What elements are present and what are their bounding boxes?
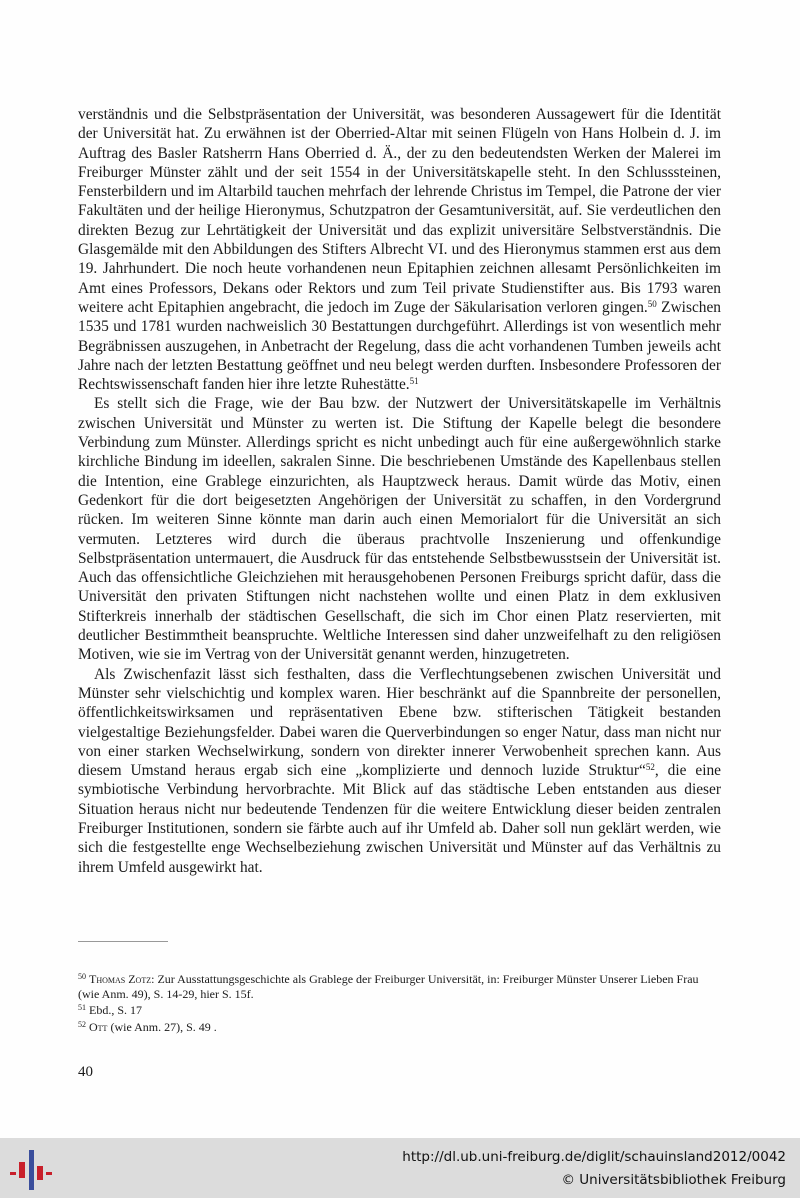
footnote-reference: 50 <box>647 298 657 309</box>
footnote-50 <box>78 970 721 1001</box>
footnote-reference: 51 <box>409 376 419 387</box>
document-url-link[interactable]: http://dl.ub.uni-freiburg.de/diglit/schauinsland2012/0042 <box>402 1149 786 1165</box>
paragraph-2 <box>78 394 721 664</box>
paragraph-text: Zwischen 1535 und 1781 wurden nachweislich 30 Bestattungen durchgeführt. Allerdings ist von wesentlich mehr Begräbnissen auszugehen, in Anbetracht der Regelung, dass die acht vorhandenen Tumben jeweils acht Jahre nach der letzten Bestattung geöffnet und neu belegt werden durften. Insbesondere Professoren der Rechtswissenschaft fanden hier ihre letzte Ruhestätte. <box>78 298 721 394</box>
footnote-number: 52 <box>78 1019 86 1029</box>
footnotes <box>78 970 721 1034</box>
paragraph-text: , die eine symbiotische Verbindung hervorbrachte. Mit Blick auf das städtische Leben entstanden aus dieser Situation heraus nicht nur bedeutende Tendenzen für die weitere Entwicklung dieser beiden zentralen Freiburger Institutionen, sondern sie färbte auch auf ihr Umfeld ab. Daher soll nun geklärt werden, wie sich die festgestellte enge Wechselbeziehung zwischen Universität und Münster auf das Verhältnis zu ihrem Umfeld ausgewirkt hat. <box>78 762 721 876</box>
footnote-author: Ott <box>89 1019 108 1034</box>
paragraph-text: Es stellt sich die Frage, wie der Bau bzw. der Nutzwert der Universitätskapelle im Verhältnis zwischen Universität und Münster zu werten ist. Die Stiftung der Kapelle belegt die besondere Verbindung zum Münster. Allerdings spricht es nicht unbedingt auch für eine außergewöhnlich starke kirchliche Bindung im ideellen, sakralen Sinne. Die beschriebenen Umstände des Kapellenbaus stellen die Intention, eine Grablege einzurichten, als Hauptzweck heraus. Damit würde das Motiv, einen Gedenkort für die dort beigesetzten Angehörigen der Universität zu schaffen, in den Vordergrund rücken. Im weiteren Sinne könnte man darin auch einen Memorialort für die Universität an sich vermuten. Letzteres wird durch die überaus prachtvolle Inszenierung und offenkundige Selbstpräsentation untermauert, die Ausdruck für das entstehende Selbstbewusstsein der Universität ist. Auch das offensichtliche Gleichziehen mit herausgehobenen Personen Freiburgs spricht dafür, dass die Universität den privaten Stiftungen nicht nachstehen wollte und einen Platz in dem exklusiven Stifterkreis innerhalb der städtischen Gesellschaft, die sich im Chor einen Platz reservierten, mit deutlicher Bestimmtheit beanspruchte. Weltliche Interessen sind daher unzweifelhaft zu den religiösen Motiven, wie sie im Vertrag von der Universität genannt werden, hinzugetreten. <box>78 395 721 664</box>
footnote-text: Ebd., S. 17 <box>89 1003 143 1018</box>
footnote-divider <box>78 941 168 942</box>
page-number: 40 <box>78 1064 93 1080</box>
footnote-text: (wie Anm. 27), S. 49 . <box>107 1019 217 1034</box>
footnote-reference: 52 <box>645 762 655 773</box>
viewer-footer-bar <box>0 1138 800 1198</box>
footnote-text: : Zur Ausstattungsgeschichte als Grablege der Freiburger Universität, in: Freiburger Münster Unserer Lieben Frau (wie Anm. 49), S. 14-29, hier S. 15f. <box>78 972 699 1001</box>
paragraph-text: Als Zwischenfazit lässt sich festhalten, dass die Verflechtungsebenen zwischen Universität und Münster sehr vielschichtig und komplex waren. Hier beschränkt auf die Spannbreite der personellen, öffentlichkeitswirksamen und repräsentativen Ebene bzw. stifterischen Tätigkeit bestanden vielgestaltige Beziehungsfelder. Dabei waren die Querverbindungen so enger Natur, dass man nicht nur von einer starken Wechselwirkung, sondern von direkter innerer Verwobenheit sprechen kann. Aus diesem Umstand heraus ergab sich eine „komplizierte und dennoch luzide Struktur“ <box>78 665 721 780</box>
body-text <box>78 105 721 877</box>
footnote-author: Thomas Zotz <box>89 972 152 986</box>
footnote-51 <box>78 1001 721 1018</box>
ub-freiburg-logo-icon <box>10 1148 52 1192</box>
copyright-text: © Universitätsbibliothek Freiburg <box>561 1172 786 1188</box>
paragraph-text: verständnis und die Selbstpräsentation der Universität, was besonderen Aussagewert für die Identität der Universität hat. Zu erwähnen ist der Oberried-Altar mit seinen Flügeln von Hans Holbein d. J. im Auftrag des Basler Ratsherrn Hans Oberried d. Ä., der zu den bedeutendsten Werken der Malerei im Freiburger Münster zählt und der seit 1554 in der Universitätskapelle steht. In den Schlusssteinen, Fensterbildern und im Altarbild tauchen mehrfach der lehrende Christus im Tempel, die Patrone der vier Fakultäten und der heilige Hieronymus, Schutzpatron der Gesamtuniversität, auf. Sie verdeutlichen den direkten Bezug zur Lehrtätigkeit der Universität und das explizit universitäre Selbstverständnis. Die Glasgemälde mit den Abbildungen des Stifters Albrecht VI. und des Hieronymus stammen erst aus dem 19. Jahrhundert. Die noch heute vorhandenen neun Epitaphien zeichnen allesamt Persönlichkeiten im Amt eines Professors, Dekans oder Rektors und zum Teil private Studienstifter aus. Bis 1793 waren weitere acht Epitaphien angebracht, die jedoch im Zuge der Säkularisation verloren gingen. <box>78 106 721 316</box>
footnote-52 <box>78 1018 721 1035</box>
paragraph-3 <box>78 665 721 877</box>
footnote-number: 51 <box>78 1003 86 1013</box>
footnote-number: 50 <box>78 972 86 981</box>
paragraph-1 <box>78 105 721 394</box>
